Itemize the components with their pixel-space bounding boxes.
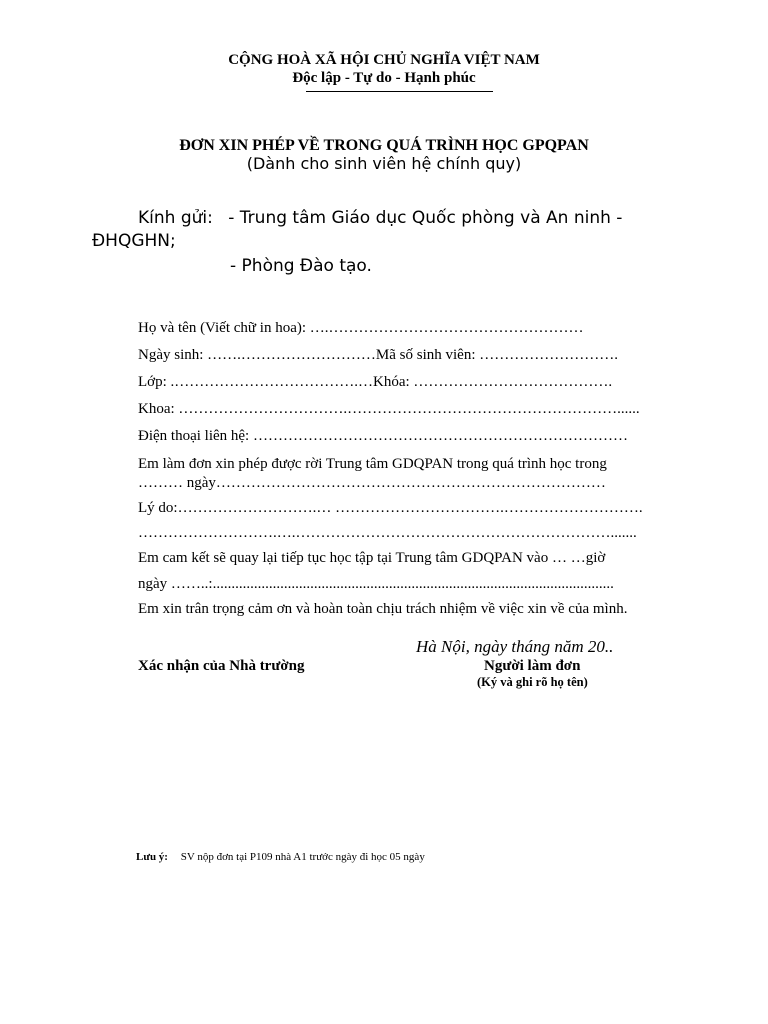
- request-line-2: ……… ngày……………………………………………………………………: [138, 475, 606, 491]
- national-motto: Độc lập - Tự do - Hạnh phúc: [292, 70, 476, 86]
- applicant-label: Người làm đơn: [484, 658, 581, 674]
- commitment-line-2: ngày ……..:...........................................................................................................: [138, 576, 614, 592]
- school-confirmation-label: Xác nhận của Nhà trường: [138, 658, 305, 674]
- recipient-line: [92, 208, 622, 228]
- request-line-1: Em làm đơn xin phép được rời Trung tâm GDQPAN trong quá trình học trong: [138, 456, 607, 472]
- closing-statement: Em xin trân trọng cảm ơn và hoàn toàn chịu trách nhiệm về việc xin về của mình.: [138, 601, 628, 617]
- recipient-org-2: - Phòng Đào tạo.: [230, 256, 372, 276]
- sign-instruction: (Ký và ghi rõ họ tên): [477, 675, 588, 689]
- field-phone: Điện thoại liên hệ: …………………………………………………………………: [138, 428, 628, 444]
- motto-underline: [306, 91, 493, 92]
- recipient-org-1-continued: ĐHQGHN;: [92, 231, 176, 251]
- reason-line-1: Lý do:……………………….… …………………………….……………………….: [138, 500, 643, 516]
- signature-date-line: Hà Nội, ngày tháng năm 20..: [416, 637, 614, 656]
- footnote-text: SV nộp đơn tại P109 nhà A1 trước ngày đi học 05 ngày: [180, 851, 425, 863]
- field-faculty: Khoa: …………………………….………………………………………………......: [138, 401, 640, 417]
- recipient-label: Kính gửi:: [138, 208, 213, 228]
- field-dob-student-id: Ngày sinh: …….………………………Mã số sinh viên: ……………………….: [138, 347, 618, 363]
- field-full-name: Họ và tên (Viết chữ in hoa): ….……………………………………………: [138, 320, 584, 336]
- field-class-course: Lớp: .……………………………….…Khóa: ………………………………….: [138, 374, 613, 390]
- commitment-line-1: Em cam kết sẽ quay lại tiếp tục học tập tại Trung tâm GDQPAN vào … …giờ: [138, 550, 606, 566]
- form-title: ĐƠN XIN PHÉP VỀ TRONG QUÁ TRÌNH HỌC GPQPAN: [179, 137, 589, 154]
- form-subtitle: (Dành cho sinh viên hệ chính quy): [246, 154, 522, 173]
- reason-line-2: ……………………….….……………………………………………………….......: [138, 525, 637, 541]
- national-title: CỘNG HOÀ XÃ HỘI CHỦ NGHĨA VIỆT NAM: [228, 52, 540, 68]
- recipient-org-1: - Trung tâm Giáo dục Quốc phòng và An ninh -: [228, 208, 623, 228]
- footnote-label: Lưu ý:: [136, 851, 168, 863]
- footnote: [136, 851, 425, 863]
